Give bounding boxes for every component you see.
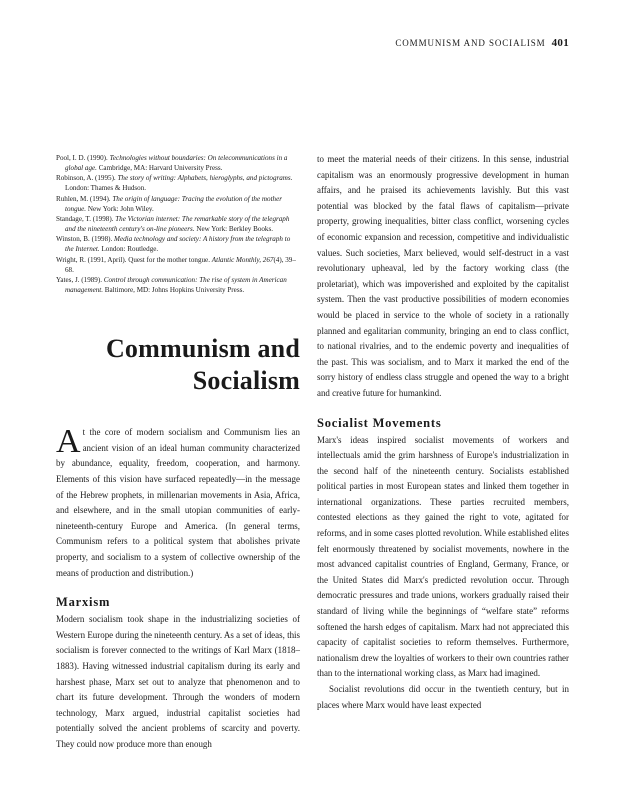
page-number: 401 [551, 37, 569, 49]
right-column [317, 152, 569, 713]
running-head-section: COMMUNISM AND SOCIALISM [395, 38, 546, 48]
article-title [56, 333, 300, 397]
running-head [395, 37, 569, 49]
heading-marxism: Marxism [56, 595, 111, 610]
reference-item: Ruhlen, M. (1994). The origin of language: Tracing the evolution of the mother tongue. New York: John Wiley. [56, 194, 283, 213]
reference-item: Yates, J. (1989). Control through communication: The rise of system in American management. Baltimore, MD: Johns Hopkins University Press. [56, 275, 287, 295]
marxism-paragraph: Modern socialism took shape in the industrializing societies of Western Europe during the nineteenth century. As a set of ideas, this socialism is forever connected to the writings of Karl Marx (1818–1883). Having witnessed industrial capitalism during its early and harshest phase, Marx set out to analyze that phenomenon and to chart its future development. Through the wonders of modern technology, Marx argued, industrial capitalist societies had potentially solved the ancient problems of scarcity and poverty. They could now produce more than enough [56, 614, 300, 749]
left-body [56, 425, 300, 752]
article-title-line1: Communism and [105, 334, 300, 364]
reference-item: Robinson, A. (1995). The story of writing: Alphabets, hieroglyphs, and pictograms. London: Thames & Hudson. [56, 174, 293, 193]
reference-item: Wright, R. (1991, April). Quest for the mother tongue. Atlantic Monthly, 267(4), 39–68. [56, 255, 296, 274]
reference-item: Pool, I. D. (1990). Technologies without boundaries: On telecommunications in a global age. Cambridge, MA: Harvard University Press. [56, 154, 288, 173]
reference-item: Winston, B. (1998). Media technology and society: A history from the telegraph to the Internet. London: Routledge. [56, 235, 291, 254]
movements-paragraph-2: Socialist revolutions did occur in the twentieth century, but in places where Marx would have least expected [317, 684, 569, 710]
reference-item: Standage, T. (1998). The Victorian internet: The remarkable story of the telegraph and the nineteenth century's on-line pioneers. New York: Berkley Books. [56, 214, 290, 234]
drop-cap: A [56, 423, 81, 461]
reference-list [56, 153, 300, 295]
right-body [317, 152, 569, 713]
article-title-line2: Socialism [192, 366, 300, 396]
intro-paragraph: At the core of modern socialism and Communism lies an ancient vision of an ideal human community characterized by abundance, equality, freedom, cooperation, and harmony. Elements of this vision have surfaced repeatedly—in the message of the Hebrew prophets, in millenarian movements in Asia, Africa, and elsewhere, and in the small utopian communities of early-nineteenth-century Europe and America. (In general terms, Communism refers to a political system that abolishes private property, and socialism to a system of collective ownership of the means of production and distribution.) [56, 423, 300, 578]
movements-paragraph-1: Marx's ideas inspired socialist movements of workers and intellectuals amid the grim harshness of Europe's industrialization in the second half of the nineteenth century. Socialists established political parties in most European states and linked them together in international organizations. These parties recruited members, contested elections as they gained the right to vote, agitated for reforms, and in some cases plotted revolution. While established elites felt enormously threatened by socialist movements, nowhere in the most advanced capitalist countries of England, Germany, France, or the United States did Marx's predicted revolution occur. Through democratic pressures and trade unions, workers gradually raised their standard of living while the beginnings of “welfare state” reforms softened the harsh edges of capitalism. Marx had not appreciated this capacity of capitalist societies to reform themselves. Furthermore, nationalism drew the loyalties of workers to their own countries rather than to the international working class, as Marx had imagined. [317, 434, 569, 679]
left-column [56, 153, 300, 752]
heading-socialist-movements: Socialist Movements [317, 415, 442, 430]
marxism-paragraph-continued: to meet the material needs of their citizens. In this sense, industrial capitalism was an enormously progressive development in human affairs, and he praised its achievements lavishly. But this vast potential was blocked by the fatal flaws of capitalism—private property, growing inequalities, bitter class conflict, worsening cycles of economic expansion and recession, competitive and individualistic values. Such societies, Marx believed, would self-destruct in a vast revolutionary upheaval, led by the factory working class (the proletariat), which was impoverished and exploited by the capitalist system. Then the vast productive possibilities of modern economies would be placed in service to the whole of society in a rationally planned and egalitarian community, bringing an end to class conflict, to national rivalries, and to the endemic poverty and inequalities of the past. This was socialism, and to Marx it marked the end of the sorry history of endless class struggle and opened the way to a bright and creative future for humankind. [317, 154, 569, 398]
